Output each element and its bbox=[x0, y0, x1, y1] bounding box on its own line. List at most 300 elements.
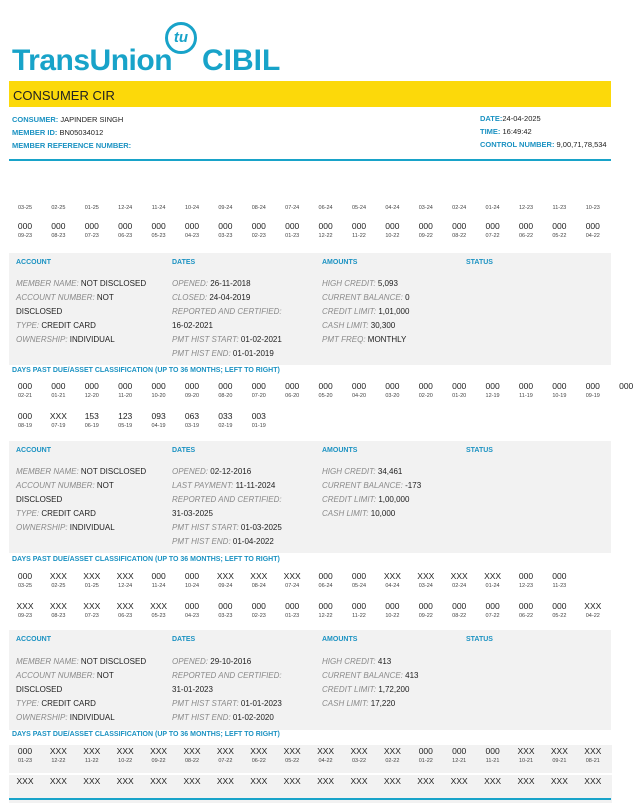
date-reported: 16-02-2021 bbox=[172, 321, 213, 330]
dpd-month: 09-23 bbox=[17, 613, 33, 619]
payment-cell bbox=[443, 600, 475, 620]
dpd-value: 000 bbox=[285, 601, 300, 611]
dpd-month: 09-22 bbox=[151, 758, 166, 764]
dpd-month: 10-22 bbox=[118, 758, 133, 764]
dpd-value: XXX bbox=[484, 776, 502, 786]
dpd-month: 12-19 bbox=[485, 393, 500, 399]
dpd-value: XXX bbox=[83, 746, 101, 756]
dpd-value: XXX bbox=[150, 601, 168, 611]
payment-cell bbox=[243, 220, 275, 240]
dpd-month: 11-22 bbox=[352, 233, 366, 239]
dpd-month: 03-24 bbox=[418, 583, 433, 589]
dpd-month: 08-20 bbox=[218, 393, 233, 399]
payment-cell bbox=[410, 570, 442, 590]
dpd-month: 04-23 bbox=[184, 233, 200, 239]
transunion-cibil-logo bbox=[12, 22, 287, 77]
dpd-month: 06-22 bbox=[251, 758, 266, 764]
dpd-month: 04-22 bbox=[585, 233, 600, 239]
dpd-value: 000 bbox=[518, 381, 534, 391]
payment-cell bbox=[543, 775, 575, 787]
date-reported: 31-01-2023 bbox=[172, 685, 213, 694]
dpd-value: 123 bbox=[118, 411, 133, 421]
payment-cell bbox=[343, 600, 375, 620]
dpd-value: 000 bbox=[351, 381, 367, 391]
current-balance: 413 bbox=[405, 671, 419, 680]
dpd-value: XXX bbox=[116, 571, 134, 581]
dpd-month: 11-22 bbox=[352, 613, 366, 619]
dpd-value: 000 bbox=[51, 221, 66, 231]
dpd-value: XXX bbox=[49, 571, 67, 581]
payment-cell bbox=[176, 410, 208, 430]
dpd-value: 000 bbox=[218, 381, 233, 391]
payment-cell bbox=[510, 775, 542, 787]
dpd-section-title: DAYS PAST DUE/ASSET CLASSIFICATION (UP TO 36 MONTHS; LEFT TO RIGHT) bbox=[12, 556, 280, 563]
dpd-month: 09-22 bbox=[418, 233, 433, 239]
dpd-value: 000 bbox=[118, 221, 133, 231]
dpd-month: 04-19 bbox=[151, 423, 166, 429]
payment-cell bbox=[477, 380, 509, 400]
dpd-value: XXX bbox=[383, 776, 401, 786]
dpd-value: XXX bbox=[417, 571, 435, 581]
last-payment: 11-11-2024 bbox=[235, 481, 276, 490]
dpd-value: XXX bbox=[250, 746, 268, 756]
payment-cell bbox=[477, 745, 509, 765]
payment-cell bbox=[376, 204, 408, 212]
report-date: 24-04-2025 bbox=[502, 114, 541, 123]
current-balance: 0 bbox=[405, 293, 410, 302]
payment-cell bbox=[209, 220, 241, 240]
payment-cell bbox=[510, 220, 542, 240]
dpd-month: 02-25 bbox=[51, 583, 66, 589]
dpd-month: 08-22 bbox=[452, 613, 467, 619]
dpd-value: 000 bbox=[585, 381, 600, 391]
dpd-value: XXX bbox=[484, 571, 502, 581]
divider bbox=[9, 798, 611, 800]
payment-cell bbox=[42, 775, 74, 787]
payment-cell bbox=[510, 570, 542, 590]
dpd-month: 09-24 bbox=[218, 205, 233, 211]
payment-cell bbox=[109, 220, 141, 240]
dpd-value: 000 bbox=[418, 221, 433, 231]
payment-cell bbox=[42, 204, 74, 212]
dpd-value: 000 bbox=[17, 411, 33, 421]
dpd-value: 000 bbox=[485, 601, 500, 611]
dpd-month: 12-23 bbox=[518, 583, 534, 589]
pmt-hist-start: 01-01-2023 bbox=[240, 699, 282, 708]
dpd-value: XXX bbox=[584, 776, 602, 786]
payment-cell bbox=[577, 380, 609, 400]
dpd-month: 01-25 bbox=[84, 583, 99, 589]
dpd-value: XXX bbox=[216, 746, 234, 756]
dpd-month: 11-24 bbox=[151, 583, 166, 589]
dpd-month: 06-24 bbox=[318, 583, 333, 589]
dpd-value: 000 bbox=[251, 221, 266, 231]
payment-cell bbox=[143, 220, 175, 240]
dpd-month: 03-23 bbox=[218, 613, 233, 619]
payment-cell bbox=[376, 775, 408, 787]
dpd-month: 10-22 bbox=[385, 233, 400, 239]
payment-cell bbox=[109, 410, 141, 430]
dpd-value: XXX bbox=[350, 746, 368, 756]
payment-cell bbox=[376, 570, 408, 590]
dpd-month: 11-23 bbox=[552, 583, 567, 589]
dpd-value: XXX bbox=[116, 746, 134, 756]
dpd-month: 02-24 bbox=[452, 205, 467, 211]
dpd-month: 09-24 bbox=[218, 583, 233, 589]
date-reported: 31-03-2025 bbox=[172, 509, 213, 518]
current-balance: -173 bbox=[405, 481, 422, 490]
account-type: CREDIT CARD bbox=[41, 509, 96, 518]
dpd-value: XXX bbox=[250, 776, 268, 786]
payment-cell bbox=[42, 745, 74, 765]
dpd-value: 000 bbox=[418, 601, 433, 611]
dpd-month: 08-22 bbox=[452, 233, 467, 239]
payment-cell bbox=[9, 570, 41, 590]
consumer-info: CONSUMER: JAPINDER SINGH MEMBER ID: BN05034012 MEMBER REFERENCE NUMBER: bbox=[12, 115, 132, 150]
payment-cell bbox=[477, 204, 509, 212]
payment-cell bbox=[209, 410, 241, 430]
payment-cell bbox=[143, 570, 175, 590]
dpd-month: 12-21 bbox=[452, 758, 467, 764]
pmt-hist-end: 01-01-2019 bbox=[232, 349, 274, 358]
dpd-value: 000 bbox=[17, 221, 33, 231]
pmt-hist-start: 01-02-2021 bbox=[240, 335, 282, 344]
payment-cell bbox=[9, 220, 41, 240]
dpd-value: XXX bbox=[517, 776, 535, 786]
account-type: CREDIT CARD bbox=[41, 321, 96, 330]
dpd-month: 09-19 bbox=[585, 393, 600, 399]
dpd-month: 09-22 bbox=[418, 613, 433, 619]
payment-cell bbox=[577, 204, 609, 212]
dpd-value: XXX bbox=[584, 746, 602, 756]
payment-cell bbox=[176, 745, 208, 765]
dpd-value: XXX bbox=[317, 746, 335, 756]
dpd-month: 08-24 bbox=[251, 205, 266, 211]
payment-cell bbox=[543, 600, 575, 620]
payment-cell bbox=[42, 380, 74, 400]
account-block: ACCOUNT DATES AMOUNTS STATUS MEMBER NAME: NOT DISCLOSED ACCOUNT NUMBER: NOT DISCLOSED TYPE: CREDIT CARD OWNERSHIP: INDIVIDUAL OPENED: 02-12-2016 LAST PAYMENT: 11-11-2024 REPORTED AND CERTIFIED: 31-03-2025 PMT HIST START: 01-03-2025 PMT HIST END: 01-04-2022 HIGH CREDIT: 34,461 CURRENT BALANCE: -173 CREDIT LIMIT: 1,00,000 CASH LIMIT: 10,000 bbox=[9, 441, 611, 553]
dpd-value: 000 bbox=[552, 221, 567, 231]
account-block: ACCOUNT DATES AMOUNTS STATUS MEMBER NAME: NOT DISCLOSED ACCOUNT NUMBER: NOT DISCLOSED TYPE: CREDIT CARD OWNERSHIP: INDIVIDUAL OPENED: 26-11-2018 CLOSED: 24-04-2019 REPORTED AND CERTIFIED: 16-02-2021 PMT HIST START: 01-02-2021 PMT HIST END: 01-01-2019 HIGH CREDIT: 5,093 CURRENT BALANCE: 0 CREDIT LIMIT: 1,01,000 CASH LIMIT: 30,300 PMT FREQ: MONTHLY bbox=[9, 253, 611, 365]
payment-history bbox=[9, 745, 611, 795]
payment-cell bbox=[176, 570, 208, 590]
dpd-value: 003 bbox=[251, 411, 266, 421]
payment-cell bbox=[577, 775, 609, 787]
dpd-month: 12-20 bbox=[84, 393, 99, 399]
payment-cell bbox=[343, 570, 375, 590]
payment-cell bbox=[410, 775, 442, 787]
account-number: NOT bbox=[96, 481, 114, 490]
dpd-value: XXX bbox=[116, 776, 134, 786]
dpd-value: XXX bbox=[250, 571, 268, 581]
payment-cell bbox=[510, 204, 542, 212]
dpd-month: 01-23 bbox=[285, 613, 300, 619]
dpd-month: 07-19 bbox=[51, 423, 66, 429]
dpd-month: 02-24 bbox=[452, 583, 467, 589]
dpd-month: 05-22 bbox=[552, 233, 567, 239]
dpd-value: 000 bbox=[585, 221, 600, 231]
payment-cell bbox=[310, 220, 342, 240]
payment-cell bbox=[343, 775, 375, 787]
dpd-month: 10-23 bbox=[585, 205, 600, 211]
payment-cell bbox=[310, 204, 342, 212]
payment-cell bbox=[176, 775, 208, 787]
dpd-value: XXX bbox=[450, 776, 468, 786]
payment-cell bbox=[577, 220, 609, 240]
dpd-month: 08-23 bbox=[51, 233, 66, 239]
dpd-month: 04-24 bbox=[385, 583, 400, 589]
dpd-month: 08-21 bbox=[585, 758, 600, 764]
dpd-month: 12-24 bbox=[118, 583, 133, 589]
payment-cell bbox=[243, 600, 275, 620]
pmt-freq: MONTHLY bbox=[367, 335, 407, 344]
payment-cell bbox=[243, 410, 275, 430]
dpd-month: 03-22 bbox=[351, 758, 367, 764]
ownership: INDIVIDUAL bbox=[69, 523, 115, 532]
payment-history bbox=[9, 380, 634, 440]
dpd-month: 08-24 bbox=[251, 583, 266, 589]
credit-limit: 1,01,000 bbox=[378, 307, 410, 316]
payment-cell bbox=[109, 600, 141, 620]
dpd-value: XXX bbox=[16, 601, 34, 611]
dpd-value: 000 bbox=[318, 221, 333, 231]
dpd-value: 000 bbox=[51, 381, 66, 391]
payment-cell bbox=[477, 600, 509, 620]
payment-cell bbox=[477, 220, 509, 240]
ownership: INDIVIDUAL bbox=[69, 713, 115, 722]
payment-cell bbox=[243, 745, 275, 765]
payment-cell bbox=[176, 220, 208, 240]
dpd-value: 000 bbox=[351, 571, 367, 581]
dpd-value: 000 bbox=[218, 221, 233, 231]
payment-cell bbox=[76, 410, 108, 430]
dpd-month: 03-25 bbox=[17, 205, 33, 211]
payment-cell bbox=[343, 380, 375, 400]
dpd-value: XXX bbox=[550, 746, 568, 756]
payment-cell bbox=[543, 220, 575, 240]
payment-cell bbox=[109, 745, 141, 765]
dpd-value: XXX bbox=[49, 776, 67, 786]
dpd-month: 02-20 bbox=[418, 393, 433, 399]
dpd-value: XXX bbox=[216, 571, 234, 581]
payment-cell bbox=[543, 204, 575, 212]
dpd-month: 07-20 bbox=[251, 393, 266, 399]
dpd-value: 000 bbox=[318, 601, 333, 611]
payment-cell bbox=[310, 380, 342, 400]
payment-cell bbox=[343, 204, 375, 212]
dpd-month: 02-23 bbox=[251, 613, 266, 619]
payment-cell bbox=[9, 775, 41, 787]
payment-cell bbox=[76, 380, 108, 400]
dpd-value: XXX bbox=[317, 776, 335, 786]
dpd-month: 04-22 bbox=[318, 758, 333, 764]
dpd-value: 000 bbox=[17, 571, 33, 581]
dpd-month: 03-23 bbox=[218, 233, 233, 239]
payment-cell bbox=[9, 380, 41, 400]
dpd-month: 09-21 bbox=[552, 758, 567, 764]
credit-limit: 1,00,000 bbox=[378, 495, 410, 504]
dpd-value: 000 bbox=[184, 221, 200, 231]
payment-cell bbox=[276, 220, 308, 240]
dpd-month: 12-22 bbox=[318, 613, 333, 619]
high-credit: 413 bbox=[377, 657, 392, 666]
dpd-value: 000 bbox=[151, 221, 166, 231]
dpd-month: 05-22 bbox=[285, 758, 300, 764]
cash-limit: 10,000 bbox=[370, 509, 396, 518]
dpd-month: 02-19 bbox=[218, 423, 233, 429]
dpd-month: 09-23 bbox=[17, 233, 33, 239]
payment-cell bbox=[443, 745, 475, 765]
payment-cell bbox=[310, 745, 342, 765]
dpd-value: 000 bbox=[485, 381, 500, 391]
dpd-value: 000 bbox=[385, 221, 400, 231]
report-meta: DATE:24-04-2025 TIME: 16:49:42 CONTROL NUMBER: 9,00,71,78,534 bbox=[480, 114, 607, 149]
payment-cell bbox=[109, 380, 141, 400]
dpd-value: 000 bbox=[485, 746, 500, 756]
dpd-value: XXX bbox=[383, 746, 401, 756]
dpd-month: 10-24 bbox=[184, 205, 200, 211]
dpd-month: 07-24 bbox=[285, 205, 300, 211]
payment-cell bbox=[209, 570, 241, 590]
payment-cell bbox=[143, 204, 175, 212]
payment-cell bbox=[410, 745, 442, 765]
dpd-value: 000 bbox=[552, 601, 567, 611]
dpd-month: 07-24 bbox=[285, 583, 300, 589]
account-type: CREDIT CARD bbox=[41, 699, 96, 708]
payment-cell bbox=[276, 570, 308, 590]
dpd-month: 10-19 bbox=[552, 393, 567, 399]
dpd-value: XXX bbox=[350, 776, 368, 786]
dpd-section-title: DAYS PAST DUE/ASSET CLASSIFICATION (UP TO 36 MONTHS; LEFT TO RIGHT) bbox=[12, 731, 280, 738]
payment-cell bbox=[376, 745, 408, 765]
date-closed: 24-04-2019 bbox=[209, 293, 251, 302]
dpd-value: 000 bbox=[385, 381, 400, 391]
payment-cell bbox=[109, 204, 141, 212]
dpd-month: 06-23 bbox=[118, 233, 133, 239]
dpd-value: 000 bbox=[184, 571, 200, 581]
dpd-month: 01-24 bbox=[485, 583, 500, 589]
payment-cell bbox=[209, 600, 241, 620]
dpd-value: 000 bbox=[485, 221, 500, 231]
dpd-month: 03-19 bbox=[184, 423, 200, 429]
dpd-value: XXX bbox=[83, 571, 101, 581]
payment-cell bbox=[243, 775, 275, 787]
account-number: NOT bbox=[96, 293, 114, 302]
dpd-value: XXX bbox=[283, 571, 301, 581]
dpd-month: 08-23 bbox=[51, 613, 66, 619]
payment-cell bbox=[577, 600, 609, 620]
dpd-value: XXX bbox=[584, 601, 602, 611]
dpd-value: 033 bbox=[218, 411, 233, 421]
payment-cell bbox=[510, 745, 542, 765]
payment-cell bbox=[410, 380, 442, 400]
ownership: INDIVIDUAL bbox=[69, 335, 115, 344]
dpd-month: 11-23 bbox=[552, 205, 567, 211]
payment-cell bbox=[42, 220, 74, 240]
dpd-month: 01-19 bbox=[251, 423, 266, 429]
dpd-month: 01-21 bbox=[51, 393, 66, 399]
divider bbox=[9, 159, 611, 161]
payment-cell bbox=[543, 570, 575, 590]
dpd-value: XXX bbox=[283, 746, 301, 756]
dpd-month: 06-22 bbox=[518, 233, 534, 239]
dpd-value: 063 bbox=[184, 411, 200, 421]
payment-cell bbox=[510, 380, 542, 400]
dpd-value: 000 bbox=[418, 746, 433, 756]
payment-cell bbox=[76, 745, 108, 765]
date-opened: 02-12-2016 bbox=[210, 467, 252, 476]
dpd-value: 000 bbox=[452, 601, 467, 611]
dpd-month: 01-24 bbox=[485, 205, 500, 211]
dpd-month: 03-25 bbox=[17, 583, 33, 589]
dpd-value: 000 bbox=[552, 381, 567, 391]
dpd-value: 000 bbox=[184, 601, 200, 611]
dpd-month: 01-25 bbox=[84, 205, 99, 211]
dpd-month: 06-24 bbox=[318, 205, 333, 211]
dpd-month: 05-20 bbox=[318, 393, 333, 399]
control-number: 9,00,71,78,534 bbox=[556, 140, 607, 149]
dpd-value: XXX bbox=[216, 776, 234, 786]
payment-cell bbox=[477, 775, 509, 787]
high-credit: 34,461 bbox=[377, 467, 403, 476]
dpd-month: 11-22 bbox=[84, 758, 99, 764]
dpd-month: 04-22 bbox=[585, 613, 600, 619]
dpd-month: 12-22 bbox=[51, 758, 66, 764]
payment-cell bbox=[9, 204, 41, 212]
payment-cell bbox=[443, 204, 475, 212]
dpd-value: XXX bbox=[383, 571, 401, 581]
dpd-value: 000 bbox=[351, 601, 367, 611]
dpd-month: 05-23 bbox=[151, 233, 166, 239]
date-opened: 26-11-2018 bbox=[210, 279, 251, 288]
dpd-month: 01-20 bbox=[452, 393, 467, 399]
dpd-value: 000 bbox=[84, 381, 99, 391]
payment-cell bbox=[243, 380, 275, 400]
payment-cell bbox=[143, 410, 175, 430]
payment-cell bbox=[42, 600, 74, 620]
payment-cell bbox=[376, 220, 408, 240]
dpd-value: 000 bbox=[385, 601, 400, 611]
dpd-value: XXX bbox=[83, 601, 101, 611]
dpd-month: 02-25 bbox=[51, 205, 66, 211]
payment-cell bbox=[243, 570, 275, 590]
dpd-value: XXX bbox=[150, 746, 168, 756]
payment-cell bbox=[42, 410, 74, 430]
dpd-value: XXX bbox=[450, 571, 468, 581]
dpd-value: 000 bbox=[184, 381, 200, 391]
payment-cell bbox=[109, 775, 141, 787]
dpd-value: 000 bbox=[17, 746, 33, 756]
report-time: 16:49:42 bbox=[502, 127, 532, 136]
payment-cell bbox=[176, 204, 208, 212]
dpd-value: 000 bbox=[84, 221, 99, 231]
payment-cell bbox=[610, 380, 642, 392]
payment-cell bbox=[443, 380, 475, 400]
dpd-value: 000 bbox=[251, 381, 266, 391]
member-name: NOT DISCLOSED bbox=[80, 657, 147, 666]
dpd-month: 06-19 bbox=[84, 423, 99, 429]
dpd-value: 000 bbox=[151, 571, 166, 581]
dpd-month: 04-23 bbox=[184, 613, 200, 619]
dpd-value: 000 bbox=[318, 381, 333, 391]
payment-cell bbox=[443, 220, 475, 240]
dpd-value: 000 bbox=[285, 381, 300, 391]
dpd-month: 09-20 bbox=[184, 393, 200, 399]
dpd-month: 06-20 bbox=[285, 393, 300, 399]
account-block: ACCOUNT DATES AMOUNTS STATUS MEMBER NAME: NOT DISCLOSED ACCOUNT NUMBER: NOT DISCLOSED TYPE: CREDIT CARD OWNERSHIP: INDIVIDUAL OPENED: 29-10-2016 REPORTED AND CERTIFIED: 31-01-2023 PMT HIST START: 01-01-2023 PMT HIST END: 01-02-2020 HIGH CREDIT: 413 CURRENT BALANCE: 413 CREDIT LIMIT: 1,72,200 CASH LIMIT: 17,220 bbox=[9, 630, 611, 730]
dpd-value: XXX bbox=[116, 601, 134, 611]
dpd-value: 000 bbox=[17, 381, 33, 391]
